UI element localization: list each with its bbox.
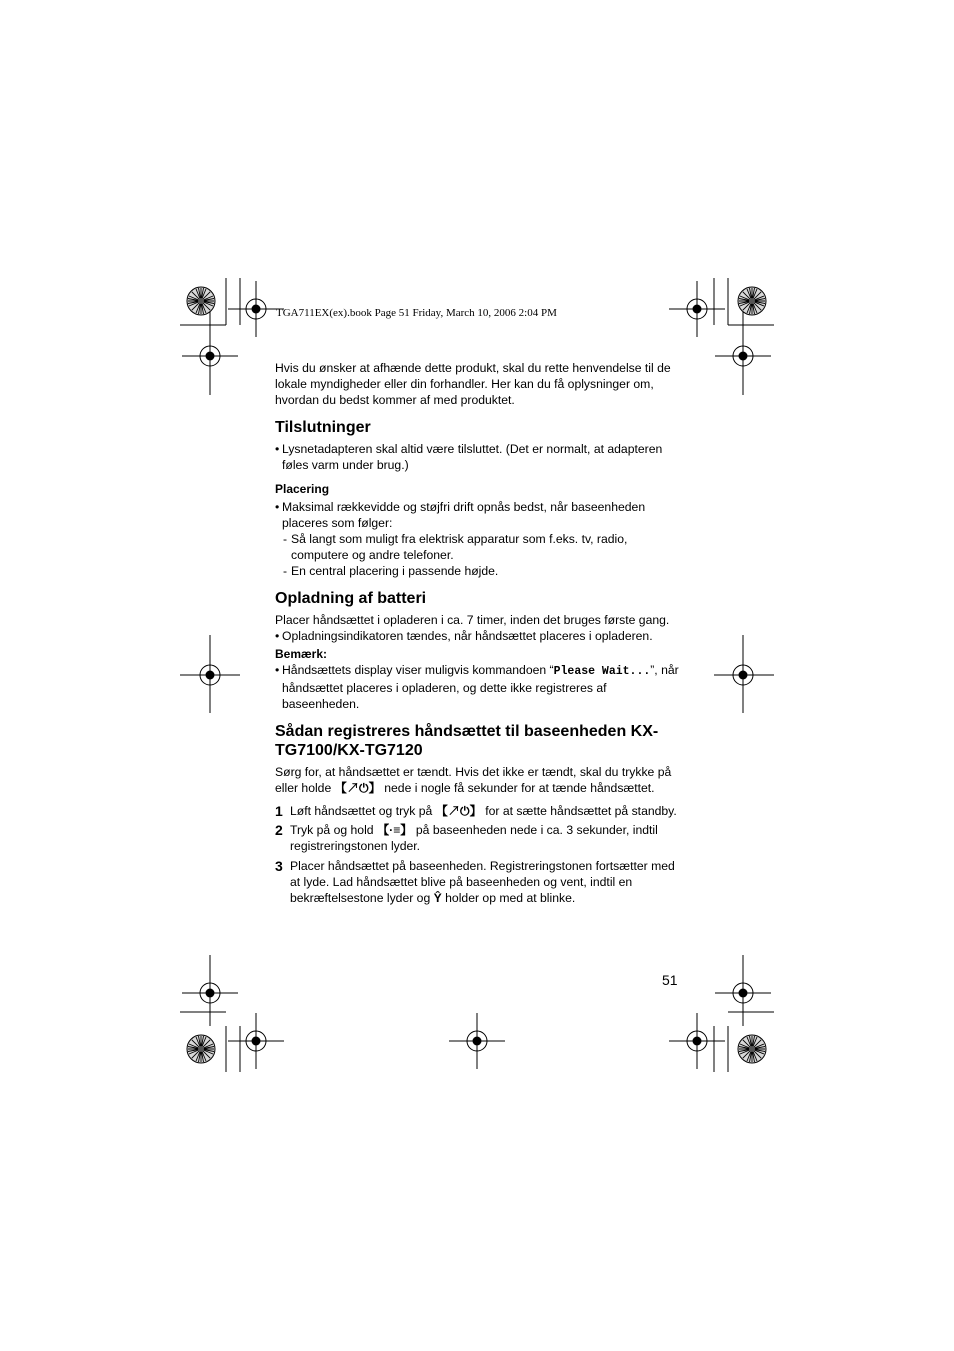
antenna-icon: Ŷ: [433, 891, 442, 905]
section-heading-tilslutninger: Tilslutninger: [275, 419, 371, 436]
off-key-icon: 【↗⏻】: [334, 781, 381, 795]
step-text-pre: Placer håndsættet på baseenheden. Registreringstonen fortsætter med at lyde. Lad håndsættet blive på baseenheden og vent, indtil en bekræftelsestone lyder og: [290, 859, 675, 905]
intro-paragraph: Hvis du ønsker at afhænde dette produkt, skal du rette henvendelse til de lokale myndigheder eller din forhandler. Her kan du få oplysninger om, hvordan du bedst kommer af med produktet.: [275, 361, 671, 407]
step-item: [275, 822, 680, 854]
placering-bullet: • Maksimal rækkevidde og støjfri drift opnås bedst, når baseenheden placeres som følger:: [275, 499, 680, 531]
step-item: [275, 858, 680, 906]
step-text-post: holder op med at blinke.: [445, 891, 576, 905]
registration-intro-post: nede i nogle få sekunder for at tænde håndsættet.: [384, 781, 655, 795]
opladning-text: Placer håndsættet i opladeren i ca. 7 timer, inden det bruges første gang.: [275, 613, 670, 627]
off-key-icon: 【↗⏻】: [435, 804, 482, 818]
note-bullet: [275, 662, 680, 712]
locator-key-icon: 【·≡】: [376, 823, 413, 837]
page-content: [275, 360, 680, 906]
opladning-bullet: • Opladningsindikatoren tændes, når håndsættet placeres i opladeren.: [275, 628, 680, 644]
page-number: 51: [662, 972, 678, 988]
placering-sub-item: - En central placering i passende højde.: [275, 563, 680, 579]
note-text-pre: Håndsættets display viser muligvis kommandoen “: [282, 663, 554, 677]
section-heading-registration: Sådan registreres håndsættet til baseenheden KX-TG7100/KX-TG7120: [275, 723, 659, 759]
placering-sub-item: - Så langt som muligt fra elektrisk apparatur som f.eks. tv, radio, computere og andre telefoner.: [275, 531, 680, 563]
display-message: Please Wait...: [553, 665, 651, 678]
page-header-file-info: TGA711EX(ex).book Page 51 Friday, March 10, 2006 2:04 PM: [276, 307, 557, 319]
step-number: 1: [275, 803, 283, 819]
registration-intro: [275, 764, 680, 796]
section-heading-opladning: Opladning af batteri: [275, 590, 427, 607]
note-text-post: ”, når håndsættet placeres i opladeren, og dette ikke registreres af baseenheden.: [282, 663, 679, 711]
step-text-post: for at sætte håndsættet på standby.: [485, 804, 677, 818]
step-number: 3: [275, 858, 283, 874]
step-item: [275, 803, 680, 819]
tilslutninger-bullet: • Lysnetadapteren skal altid være tilsluttet. (Det er normalt, at adapteren føles varm under brug.): [275, 441, 680, 473]
step-number: 2: [275, 822, 283, 838]
subheading-placering: Placering: [275, 482, 330, 496]
registration-intro-pre: Sørg for, at håndsættet er tændt. Hvis det ikke er tændt, skal du trykke på eller holde: [275, 765, 672, 795]
step-text-post: på baseenheden nede i ca. 3 sekunder, indtil registreringstonen lyder.: [290, 823, 658, 853]
note-heading: Bemærk:: [275, 647, 328, 661]
step-text-pre: Løft håndsættet og tryk på: [290, 804, 433, 818]
step-text-pre: Tryk på og hold: [290, 823, 374, 837]
